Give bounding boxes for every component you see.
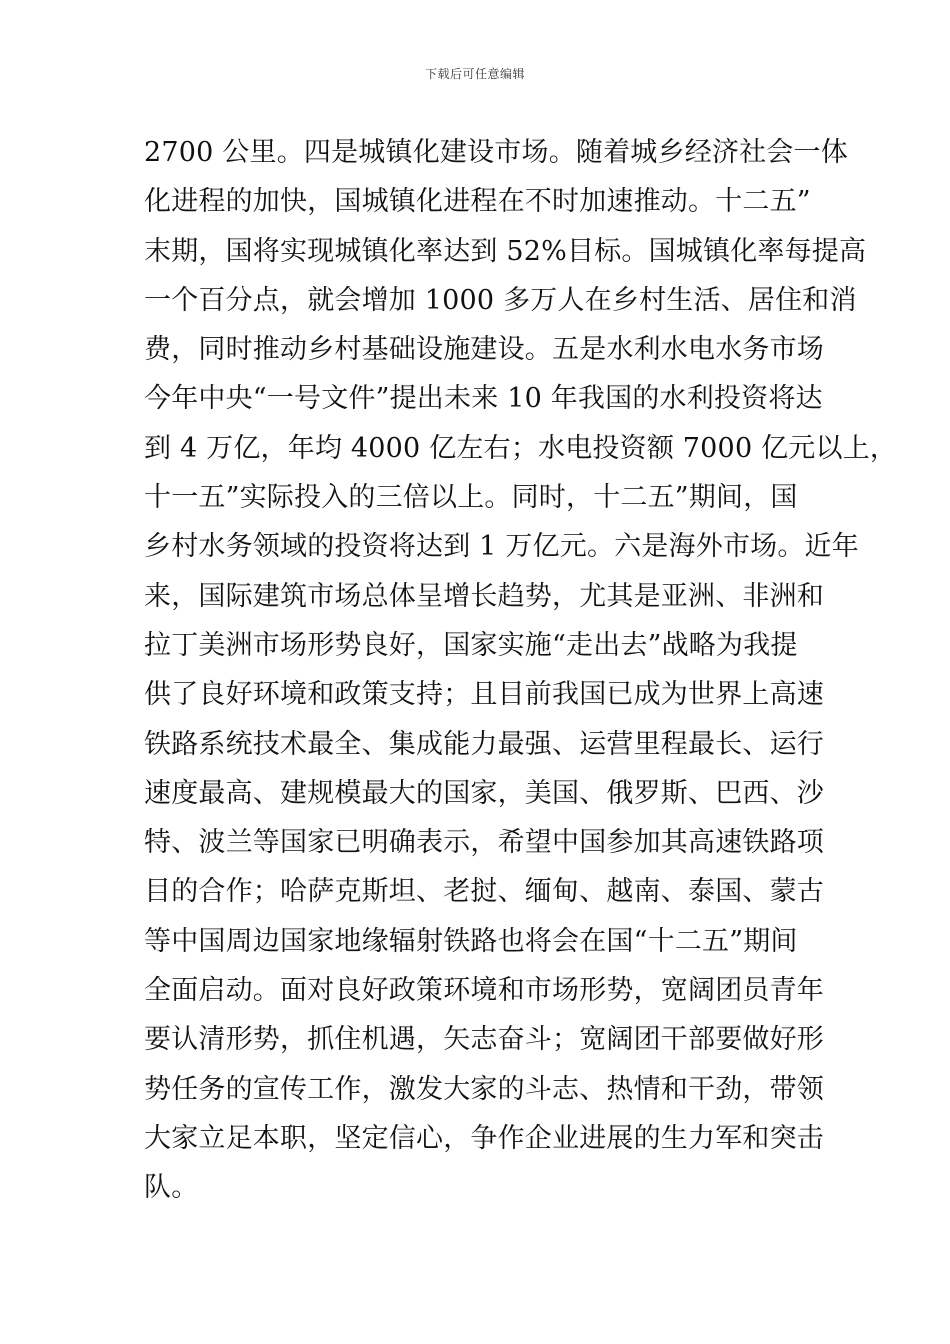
text-line: 化进程的加快，国城镇化进程在不时加速推动。十二五” bbox=[144, 186, 811, 218]
text-line: 特、波兰等国家已明确表示，希望中国参加其高速铁路项 bbox=[144, 827, 824, 859]
text-line: 拉丁美洲市场形势良好，国家实施“走出去”战略为我提 bbox=[144, 629, 798, 661]
text-line: 供了良好环境和政策支持；且目前我国已成为世界上高速 bbox=[144, 679, 824, 711]
text-line: 今年中央“一号文件”提出未来 10 年我国的水利投资将达 bbox=[144, 383, 823, 415]
body-paragraph bbox=[144, 128, 898, 1213]
text-line: 全面启动。面对良好政策环境和市场形势，宽阔团员青年 bbox=[144, 975, 824, 1007]
text-line: 到 4 万亿，年均 4000 亿左右；水电投资额 7000 亿元以上， bbox=[144, 432, 898, 464]
text-line: 要认清形势，抓住机遇，矢志奋斗；宽阔团干部要做好形 bbox=[144, 1024, 824, 1056]
text-line: 速度最高、建规模最大的国家，美国、俄罗斯、巴西、沙 bbox=[144, 777, 824, 809]
text-line: 铁路系统技术最全、集成能力最强、运营里程最长、运行 bbox=[144, 728, 824, 760]
text-line: 十一五”实际投入的三倍以上。同时，十二五”期间，国 bbox=[144, 482, 798, 514]
text-line: 2700 公里。四是城镇化建设市场。随着城乡经济社会一体 bbox=[144, 137, 848, 168]
text-line: 大家立足本职，坚定信心，争作企业进展的生力军和突击 bbox=[144, 1122, 824, 1154]
text-line: 一个百分点，就会增加 1000 多万人在乡村生活、居住和消 bbox=[144, 284, 857, 316]
text-line: 势任务的宣传工作，激发大家的斗志、热情和干劲，带领 bbox=[144, 1073, 824, 1105]
text-line: 来，国际建筑市场总体呈增长趋势，尤其是亚洲、非洲和 bbox=[144, 580, 824, 612]
text-line: 队。 bbox=[144, 1172, 199, 1204]
text-line: 费，同时推动乡村基础设施建设。五是水利水电水务市场 bbox=[144, 334, 824, 366]
page-header: 下载后可任意编辑 bbox=[424, 67, 525, 81]
text-line: 末期，国将实现城镇化率达到 52%目标。国城镇化率每提高 bbox=[144, 235, 867, 267]
text-line: 目的合作；哈萨克斯坦、老挝、缅甸、越南、泰国、蒙古 bbox=[144, 876, 824, 908]
text-line: 等中国周边国家地缘辐射铁路也将会在国“十二五”期间 bbox=[144, 925, 798, 957]
text-line: 乡村水务领域的投资将达到 1 万亿元。六是海外市场。近年 bbox=[144, 531, 859, 563]
